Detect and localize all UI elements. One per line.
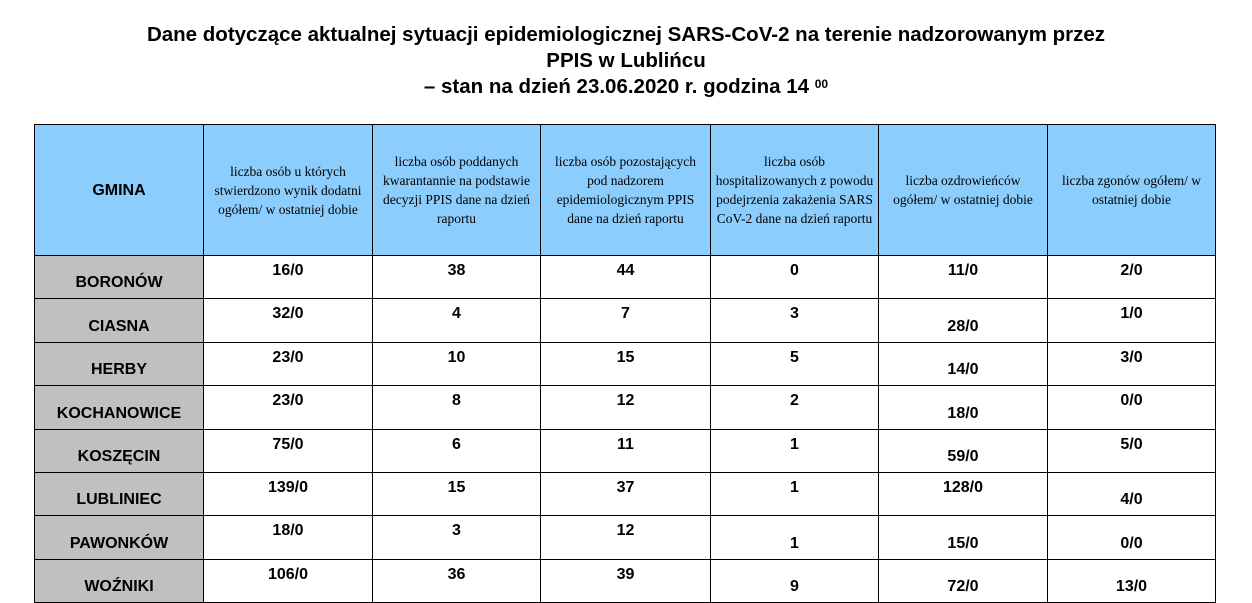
- deaths-cell: 0/0: [1048, 516, 1216, 559]
- gmina-cell: KOSZĘCIN: [35, 429, 204, 472]
- table-row: [35, 342, 1216, 385]
- header-hospitalized-label: liczba osób hospitalizowanych z powodu podejrzenia zakażenia SARS CoV-2 dane na dzień raportu: [715, 154, 874, 226]
- quarantine-cell: 3: [373, 516, 541, 559]
- title-line-3: [0, 74, 1252, 100]
- quarantine-cell: 36: [373, 559, 541, 602]
- title-line-1: Dane dotyczące aktualnej sytuacji epidemiologicznej SARS-CoV-2 na terenie nadzorowanym przez: [146, 23, 1106, 46]
- surveillance-cell: 11: [541, 429, 711, 472]
- hospitalized-cell: 1: [711, 472, 879, 515]
- deaths-cell: 13/0: [1048, 559, 1216, 602]
- surveillance-cell: 44: [541, 256, 711, 299]
- deaths-cell: 2/0: [1048, 256, 1216, 299]
- hospitalized-cell: 1: [711, 429, 879, 472]
- positive-cases-cell: 139/0: [204, 472, 373, 515]
- deaths-cell: 5/0: [1048, 429, 1216, 472]
- quarantine-cell: 8: [373, 386, 541, 429]
- header-surveillance: [541, 125, 711, 256]
- gmina-cell: BORONÓW: [35, 256, 204, 299]
- table-row: [35, 429, 1216, 472]
- table-body: [35, 256, 1216, 603]
- quarantine-cell: 6: [373, 429, 541, 472]
- hospitalized-cell: 2: [711, 386, 879, 429]
- header-hospitalized: [711, 125, 879, 256]
- quarantine-cell: 4: [373, 299, 541, 342]
- gmina-cell: LUBLINIEC: [35, 472, 204, 515]
- header-row: [35, 125, 1216, 256]
- recovered-cell: 15/0: [879, 516, 1048, 559]
- header-quarantine-label: liczba osób poddanych kwarantannie na podstawie decyzji PPIS dane na dzień raportu: [383, 154, 530, 226]
- table-header: [35, 125, 1216, 256]
- header-positive-cases: [204, 125, 373, 256]
- surveillance-cell: 37: [541, 472, 711, 515]
- hospitalized-cell: 5: [711, 342, 879, 385]
- positive-cases-cell: 23/0: [204, 342, 373, 385]
- header-quarantine: [373, 125, 541, 256]
- epidemiological-table: [34, 124, 1216, 603]
- hospitalized-cell: 9: [711, 559, 879, 602]
- gmina-cell: KOCHANOWICE: [35, 386, 204, 429]
- table-row: [35, 559, 1216, 602]
- positive-cases-cell: 18/0: [204, 516, 373, 559]
- quarantine-cell: 15: [373, 472, 541, 515]
- gmina-cell: CIASNA: [35, 299, 204, 342]
- table-row: [35, 386, 1216, 429]
- surveillance-cell: 15: [541, 342, 711, 385]
- recovered-cell: 59/0: [879, 429, 1048, 472]
- deaths-cell: 1/0: [1048, 299, 1216, 342]
- surveillance-cell: 12: [541, 516, 711, 559]
- header-gmina: [35, 125, 204, 256]
- header-recovered-label: liczba ozdrowieńców ogółem/ w ostatniej dobie: [893, 173, 1033, 207]
- positive-cases-cell: 23/0: [204, 386, 373, 429]
- hospitalized-cell: 3: [711, 299, 879, 342]
- title-line-2: PPIS w Lublińcu: [546, 49, 706, 72]
- hospitalized-cell: 1: [711, 516, 879, 559]
- header-positive-cases-label: liczba osób u których stwierdzono wynik dodatni ogółem/ w ostatniej dobie: [214, 163, 362, 217]
- gmina-cell: HERBY: [35, 342, 204, 385]
- recovered-cell: 28/0: [879, 299, 1048, 342]
- recovered-cell: 14/0: [879, 342, 1048, 385]
- recovered-cell: 11/0: [879, 256, 1048, 299]
- positive-cases-cell: 106/0: [204, 559, 373, 602]
- hospitalized-cell: 0: [711, 256, 879, 299]
- surveillance-cell: 7: [541, 299, 711, 342]
- recovered-cell: 18/0: [879, 386, 1048, 429]
- table-row: [35, 472, 1216, 515]
- header-deaths-label: liczba zgonów ogółem/ w ostatniej dobie: [1061, 173, 1202, 207]
- deaths-cell: 4/0: [1048, 472, 1216, 515]
- header-deaths: [1048, 125, 1216, 256]
- table-row: [35, 299, 1216, 342]
- deaths-cell: 3/0: [1048, 342, 1216, 385]
- quarantine-cell: 38: [373, 256, 541, 299]
- document-title: [0, 22, 1252, 100]
- recovered-cell: 72/0: [879, 559, 1048, 602]
- table-row: [35, 516, 1216, 559]
- header-gmina-label: GMINA: [92, 181, 146, 199]
- header-surveillance-label: liczba osób pozostających pod nadzorem epidemiologicznym PPIS dane na dzień raportu: [555, 154, 696, 226]
- gmina-cell: PAWONKÓW: [35, 516, 204, 559]
- gmina-cell: WOŹNIKI: [35, 559, 204, 602]
- recovered-cell: 128/0: [879, 472, 1048, 515]
- positive-cases-cell: 16/0: [204, 256, 373, 299]
- deaths-cell: 0/0: [1048, 386, 1216, 429]
- table-row: [35, 256, 1216, 299]
- surveillance-cell: 39: [541, 559, 711, 602]
- positive-cases-cell: 32/0: [204, 299, 373, 342]
- quarantine-cell: 10: [373, 342, 541, 385]
- title-date-time: – stan na dzień 23.06.2020 r. godzina 14: [423, 75, 810, 98]
- header-recovered: [879, 125, 1048, 256]
- surveillance-cell: 12: [541, 386, 711, 429]
- title-time-minutes: 00: [814, 77, 829, 91]
- positive-cases-cell: 75/0: [204, 429, 373, 472]
